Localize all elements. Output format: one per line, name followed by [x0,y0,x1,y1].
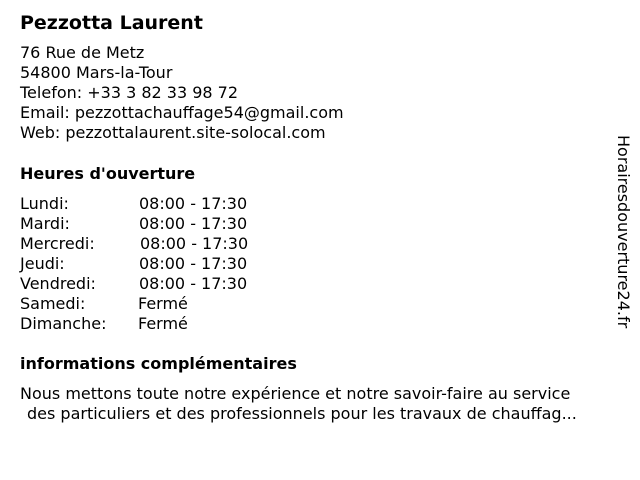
day-label: Mardi: [20,214,70,233]
opening-hours-table [20,194,340,334]
time-value: Fermé [138,294,188,313]
day-label: Dimanche: [20,314,107,333]
time-value: 08:00 - 17:30 [139,254,248,273]
day-label: Jeudi: [20,254,65,273]
business-name: Pezzotta Laurent [20,12,203,34]
email-address: Email: pezzottachauffage54@gmail.com [20,103,344,122]
hours-row-saturday [20,294,340,314]
hours-row-sunday [20,314,340,334]
hours-row-tuesday [20,214,340,234]
opening-hours-heading: Heures d'ouverture [20,164,196,183]
website: Web: pezzottalaurent.site-solocal.com [20,123,326,142]
street-address: 76 Rue de Metz [20,43,145,62]
day-label: Vendredi: [20,274,96,293]
time-value: 08:00 - 17:30 [139,194,248,213]
hours-row-monday [20,194,340,214]
time-value: 08:00 - 17:30 [140,234,249,253]
day-label: Lundi: [20,194,69,213]
hours-row-thursday [20,254,340,274]
time-value: Fermé [138,314,188,333]
info-line-1: Nous mettons toute notre expérience et notre savoir-faire au service [20,384,571,403]
hours-row-friday [20,274,340,294]
time-value: 08:00 - 17:30 [139,214,248,233]
time-value: 08:00 - 17:30 [139,274,248,293]
day-label: Mercredi: [20,234,95,253]
hours-row-wednesday [20,234,340,254]
additional-info-heading: informations complémentaires [20,354,297,373]
info-line-2: des particuliers et des professionnels pour les travaux de chauffag... [27,404,577,423]
additional-info-text [20,384,630,424]
day-label: Samedi: [20,294,86,313]
city-postal: 54800 Mars-la-Tour [20,63,173,82]
site-watermark: Horairesdouverture24.fr [614,135,633,329]
contact-block [20,43,344,143]
phone-number: Telefon: +33 3 82 33 98 72 [20,83,239,102]
